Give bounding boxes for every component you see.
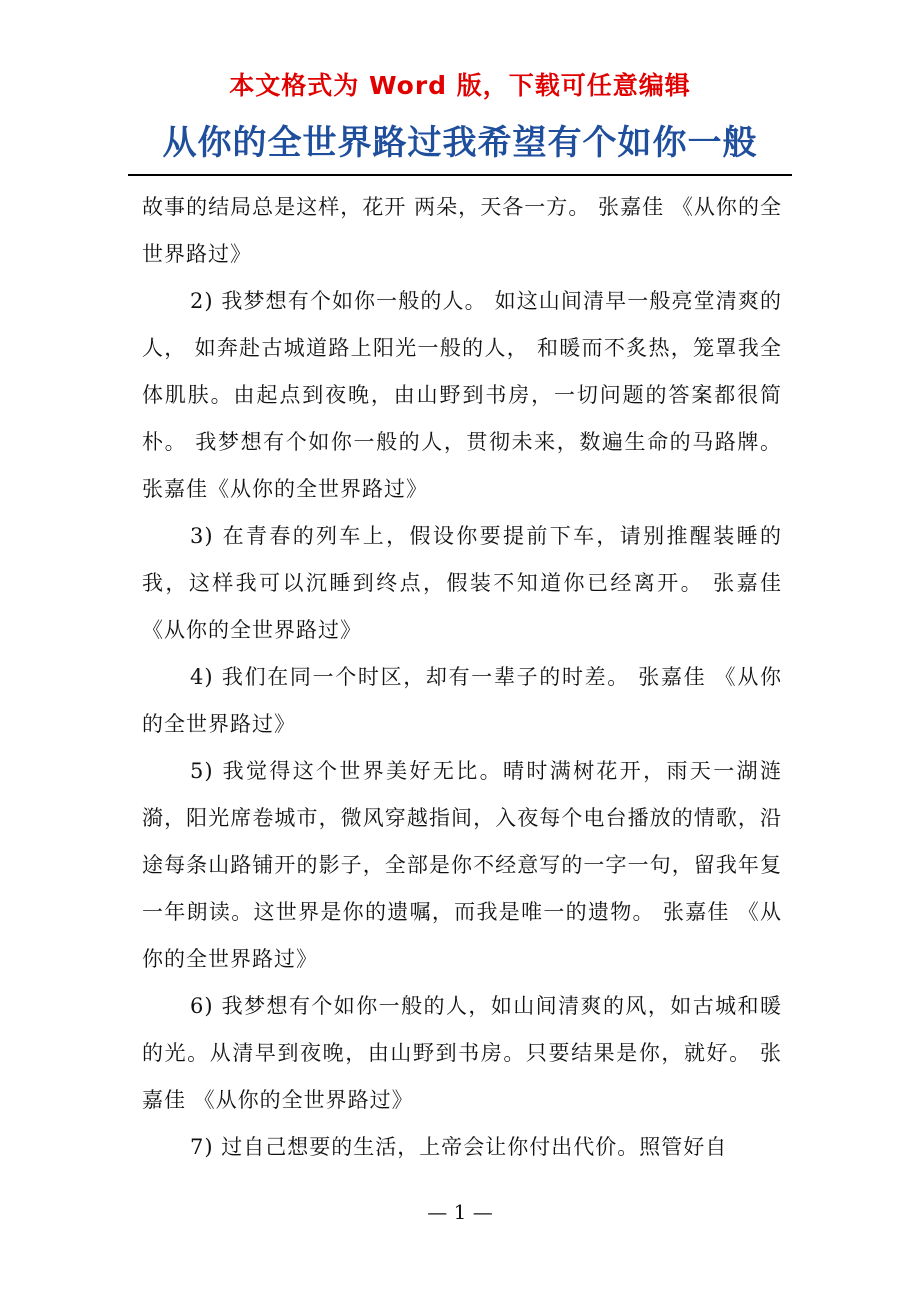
- quote-item-3: 3) 在青春的列车上，假设你要提前下车，请别推醒装睡的我，这样我可以沉睡到终点，假装不知道你已经离开。 张嘉佳 《从你的全世界路过》: [142, 524, 782, 642]
- quote-item-2: 2) 我梦想有个如你一般的人。 如这山间清早一般亮堂清爽的人， 如奔赴古城道路上阳光一般的人， 和暖而不炙热，笼罩我全体肌肤。由起点到夜晚，由山野到书房，一切问题的答案都很简朴。 我梦想有个如你一般的人，贯彻未来，数遍生命的马路牌。 张嘉佳《从你的全世界路过》: [142, 289, 782, 501]
- format-notice-banner: 本文格式为 Word 版，下载可任意编辑: [229, 71, 691, 100]
- quote-item-6: 6) 我梦想有个如你一般的人，如山间清爽的风，如古城和暖的光。从清早到夜晚，由山野到书房。只要结果是你，就好。 张嘉佳 《从你的全世界路过》: [142, 994, 782, 1112]
- quote-item-5: 5) 我觉得这个世界美好无比。晴时满树花开，雨天一湖涟漪，阳光席卷城市，微风穿越指间，入夜每个电台播放的情歌，沿途每条山路铺开的影子，全部是你不经意写的一字一句，留我年复一年朗读。这世界是你的遗嘱，而我是唯一的遗物。 张嘉佳 《从你的全世界路过》: [142, 759, 782, 971]
- document-title: 从你的全世界路过我希望有个如你一般: [162, 123, 758, 163]
- page-number: — 1 —: [427, 1200, 493, 1224]
- document-body: [142, 184, 782, 1171]
- paragraph-continuation: 故事的结局总是这样，花开 两朵，天各一方。 张嘉佳 《从你的全世界路过》: [142, 195, 782, 266]
- quote-item-7: 7) 过自己想要的生活，上帝会让你付出代价。照管好自: [190, 1135, 728, 1159]
- title-divider: [128, 174, 792, 176]
- quote-item-4: 4) 我们在同一个时区，却有一辈子的时差。 张嘉佳 《从你的全世界路过》: [142, 665, 782, 736]
